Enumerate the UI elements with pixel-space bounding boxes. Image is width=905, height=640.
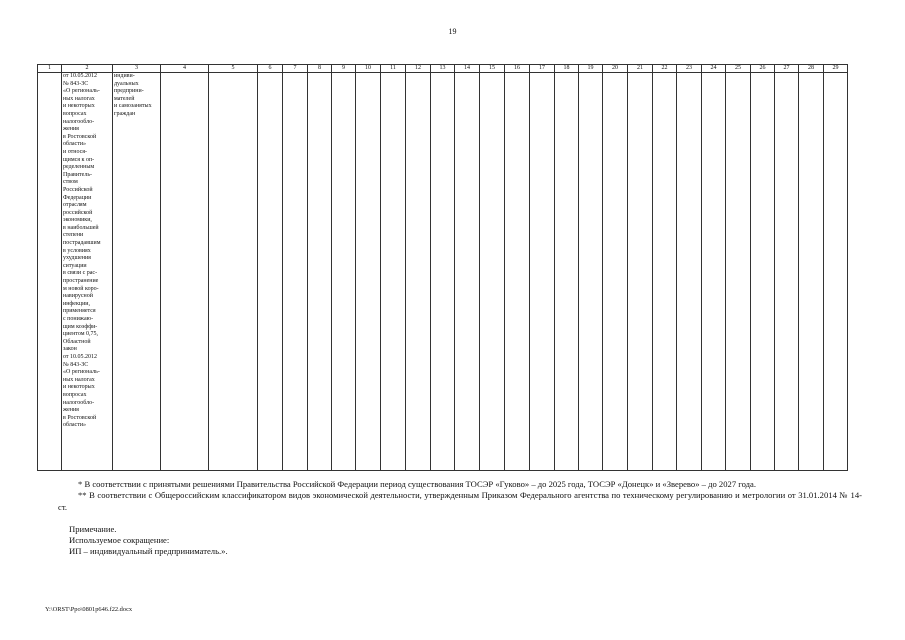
column-number-19: 19 <box>579 65 603 73</box>
column-number-7: 7 <box>283 65 308 73</box>
cell-legal-basis: от 10.05.2012 № 843-ЗС «О региональ- ных налогах и некоторых вопросах налогообло- жения в Ростовской области» и относя- щимся к оп- ределенным Правитель- ством Российской Федерации отраслям российской экономики, в наибольшей степени пострадавшим в условиях ухудшения ситуации в связи с рас- пространение м новой коро- навирусной инфекции, применяется с понижаю- щим коэффи- циентом 0,75, Областной закон от 10.05.2012 № 843-ЗС «О региональ- ных налогах и некоторых вопросах налогообло- жения в Ростовской области» <box>62 73 113 471</box>
column-number-22: 22 <box>653 65 677 73</box>
footnotes <box>58 479 862 558</box>
table-cell <box>530 73 555 471</box>
column-number-23: 23 <box>677 65 702 73</box>
table-cell <box>505 73 530 471</box>
data-table <box>37 64 848 471</box>
column-number-row <box>38 65 848 73</box>
table-cell <box>308 73 332 471</box>
column-number-3: 3 <box>113 65 161 73</box>
table-cell <box>356 73 381 471</box>
page-number: 19 <box>448 27 457 36</box>
column-number-8: 8 <box>308 65 332 73</box>
table-cell <box>258 73 283 471</box>
cell-recipients: индиви- дуальных предприни- мателей и самозанятых граждан <box>113 73 161 471</box>
footnote-okved: ** В соответствии с Общероссийским классификатором видов экономической деятельности, утвержденным Приказом Федерального агентства по техническому регулированию и метрологии от 31.01.2014 № 14-ст. <box>58 490 862 512</box>
table-cell <box>555 73 579 471</box>
column-number-2: 2 <box>62 65 113 73</box>
table-cell <box>209 73 258 471</box>
table-cell <box>431 73 455 471</box>
column-number-25: 25 <box>726 65 751 73</box>
column-number-11: 11 <box>381 65 406 73</box>
remark-label: Примечание. <box>69 523 117 534</box>
column-number-21: 21 <box>628 65 653 73</box>
column-number-14: 14 <box>455 65 480 73</box>
table-cell <box>332 73 356 471</box>
column-number-29: 29 <box>824 65 848 73</box>
table-cell <box>480 73 505 471</box>
table-cell <box>799 73 824 471</box>
table-cell <box>628 73 653 471</box>
column-number-10: 10 <box>356 65 381 73</box>
table-cell <box>702 73 726 471</box>
footnote-tosar-period: * В соответствии с принятыми решениями Правительства Российской Федерации период существования ТОСЭР «Гуково» – до 2025 года, ТОСЭР «Донецк» и «Зверево» – до 2027 года. <box>78 479 756 489</box>
abbreviation-label: Используемое сокращение: <box>69 535 170 546</box>
table-cell <box>751 73 775 471</box>
column-number-13: 13 <box>431 65 455 73</box>
table-cell <box>455 73 480 471</box>
column-number-6: 6 <box>258 65 283 73</box>
column-number-17: 17 <box>530 65 555 73</box>
table-cell <box>603 73 628 471</box>
table-cell <box>38 73 62 471</box>
table-cell <box>677 73 702 471</box>
column-number-20: 20 <box>603 65 628 73</box>
column-number-27: 27 <box>775 65 799 73</box>
column-number-16: 16 <box>505 65 530 73</box>
column-number-1: 1 <box>38 65 62 73</box>
table-cell <box>579 73 603 471</box>
column-number-26: 26 <box>751 65 775 73</box>
table-row <box>38 73 848 471</box>
table-cell <box>775 73 799 471</box>
column-number-5: 5 <box>209 65 258 73</box>
table-cell <box>283 73 308 471</box>
column-number-4: 4 <box>161 65 209 73</box>
table-cell <box>161 73 209 471</box>
tax-benefits-table-fragment <box>37 64 848 471</box>
table-cell <box>653 73 677 471</box>
table-cell <box>824 73 848 471</box>
column-number-28: 28 <box>799 65 824 73</box>
table-cell <box>406 73 431 471</box>
table-cell <box>726 73 751 471</box>
column-number-18: 18 <box>555 65 579 73</box>
file-path: Y:\ORST\Ppo\0801p646.f22.docx <box>45 606 133 613</box>
column-number-15: 15 <box>480 65 505 73</box>
column-number-12: 12 <box>406 65 431 73</box>
table-cell <box>381 73 406 471</box>
column-number-9: 9 <box>332 65 356 73</box>
column-number-24: 24 <box>702 65 726 73</box>
abbreviation-item: ИП – индивидуальный предприниматель.». <box>69 546 228 557</box>
